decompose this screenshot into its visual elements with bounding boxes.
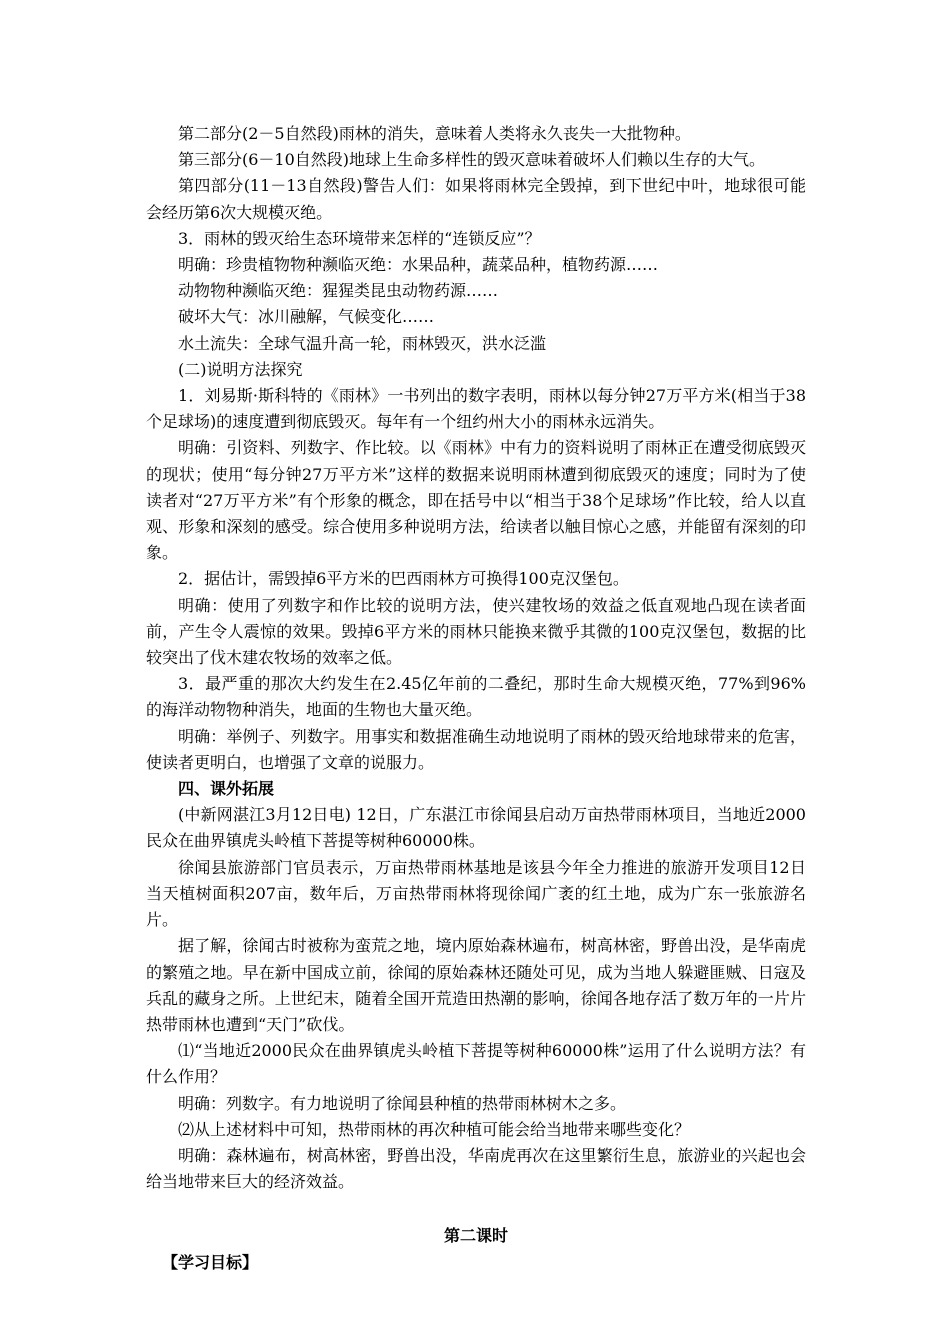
question: 3．最严重的那次大约发生在2.45亿年前的二叠纪，那时生命大规模灭绝，77%到96%的海洋动物物种消失，地面的生物也大量灭绝。 <box>146 674 806 720</box>
subsection-heading: (二)说明方法探究 <box>178 359 303 379</box>
paragraph: 徐闻县旅游部门官员表示，万亩热带雨林基地是该县今年全力推进的旅游开发项目12日当天植树面积207亩，数年后，万亩热带雨林将现徐闻广袤的红土地，成为广东一张旅游名片。 <box>146 857 806 930</box>
paragraph: 动物物种濒临灭绝：猩猩类昆虫动物药源…… <box>178 281 499 301</box>
answer: 明确：列数字。有力地说明了徐闻县种植的热带雨林树木之多。 <box>178 1093 627 1113</box>
answer: 明确：珍贵植物物种濒临灭绝：水果品种，蔬菜品种，植物药源…… <box>178 255 659 275</box>
answer: 明确：引资料、列数字、作比较。以《雨林》中有力的资料说明了雨林正在遭受彻底毁灭的现状；使用“每分钟27万平方米”这样的数据来说明雨林遭到彻底毁灭的速度；同时为了使读者对“27万平方米”有个形象的概念，即在括号中以“相当于38个足球场”作比较，给人以直观、形象和深刻的感受。综合使用多种说明方法，给读者以触目惊心之感，并能留有深刻的印象。 <box>146 438 806 563</box>
answer: 明确：森林遍布，树高林密，野兽出没，华南虎再次在这里繁衍生息，旅游业的兴起也会给当地带来巨大的经济效益。 <box>146 1145 806 1192</box>
paragraph: 水土流失：全球气温升高一轮，雨林毁灭，洪水泛滥 <box>178 333 547 353</box>
question: ⑵从上述材料中可知，热带雨林的再次种植可能会给当地带来哪些变化？ <box>178 1119 691 1139</box>
answer: 明确：举例子、列数字。用事实和数据准确生动地说明了雨林的毁灭给地球带来的危害，使读者更明白，也增强了文章的说服力。 <box>146 726 806 772</box>
question: 2．据估计，需毁掉6平方米的巴西雨林方可换得100克汉堡包。 <box>178 569 629 589</box>
paragraph: 第三部分(6－10自然段)地球上生命多样性的毁灭意味着破坏人们赖以生存的大气。 <box>178 150 766 170</box>
paragraph: 第二部分(2－5自然段)雨林的消失，意味着人类将永久丧失一大批物种。 <box>178 124 691 143</box>
section-heading: 四、课外拓展 <box>178 779 275 799</box>
paragraph: 第四部分(11－13自然段)警告人们：如果将雨林完全毁掉，到下世纪中叶，地球很可能会经历第6次大规模灭绝。 <box>146 176 806 222</box>
question: ⑴“当地近2000民众在曲界镇虎头岭植下菩提等树种60000株”运用了什么说明方法？有什么作用？ <box>146 1041 806 1087</box>
objectives-label: 【学习目标】 <box>162 1252 259 1272</box>
question: 3．雨林的毁灭给生态环境带来怎样的“连锁反应”？ <box>178 228 541 248</box>
document-page <box>146 121 806 1276</box>
paragraph: 据了解，徐闻古时被称为蛮荒之地，境内原始森林遍布，树高林密，野兽出没，是华南虎的繁殖之地。早在新中国成立前，徐闻的原始森林还随处可见，成为当地人躲避匪贼、日寇及兵乱的藏身之所。上世纪末，随着全国开荒造田热潮的影响，徐闻各地存活了数万年的一片片热带雨林也遭到“天门”砍伐。 <box>146 936 806 1034</box>
paragraph: 破坏大气：冰川融解，气候变化…… <box>178 307 435 327</box>
lesson-title: 第二课时 <box>443 1226 508 1246</box>
paragraph: (中新网湛江3月12日电) 12日，广东湛江市徐闻县启动万亩热带雨林项目，当地近2000民众在曲界镇虎头岭植下菩提等树种60000株。 <box>146 805 806 851</box>
question: 1．刘易斯·斯科特的《雨林》一书列出的数字表明，雨林以每分钟27万平方米(相当于38个足球场)的速度遭到彻底毁灭。每年有一个纽约州大小的雨林永远消失。 <box>146 386 806 432</box>
answer: 明确：使用了列数字和作比较的说明方法，使兴建牧场的效益之低直观地凸现在读者面前，产生令人震惊的效果。毁掉6平方米的雨林只能换来微乎其微的100克汉堡包，数据的比较突出了伐木建农牧场的效率之低。 <box>146 595 806 668</box>
